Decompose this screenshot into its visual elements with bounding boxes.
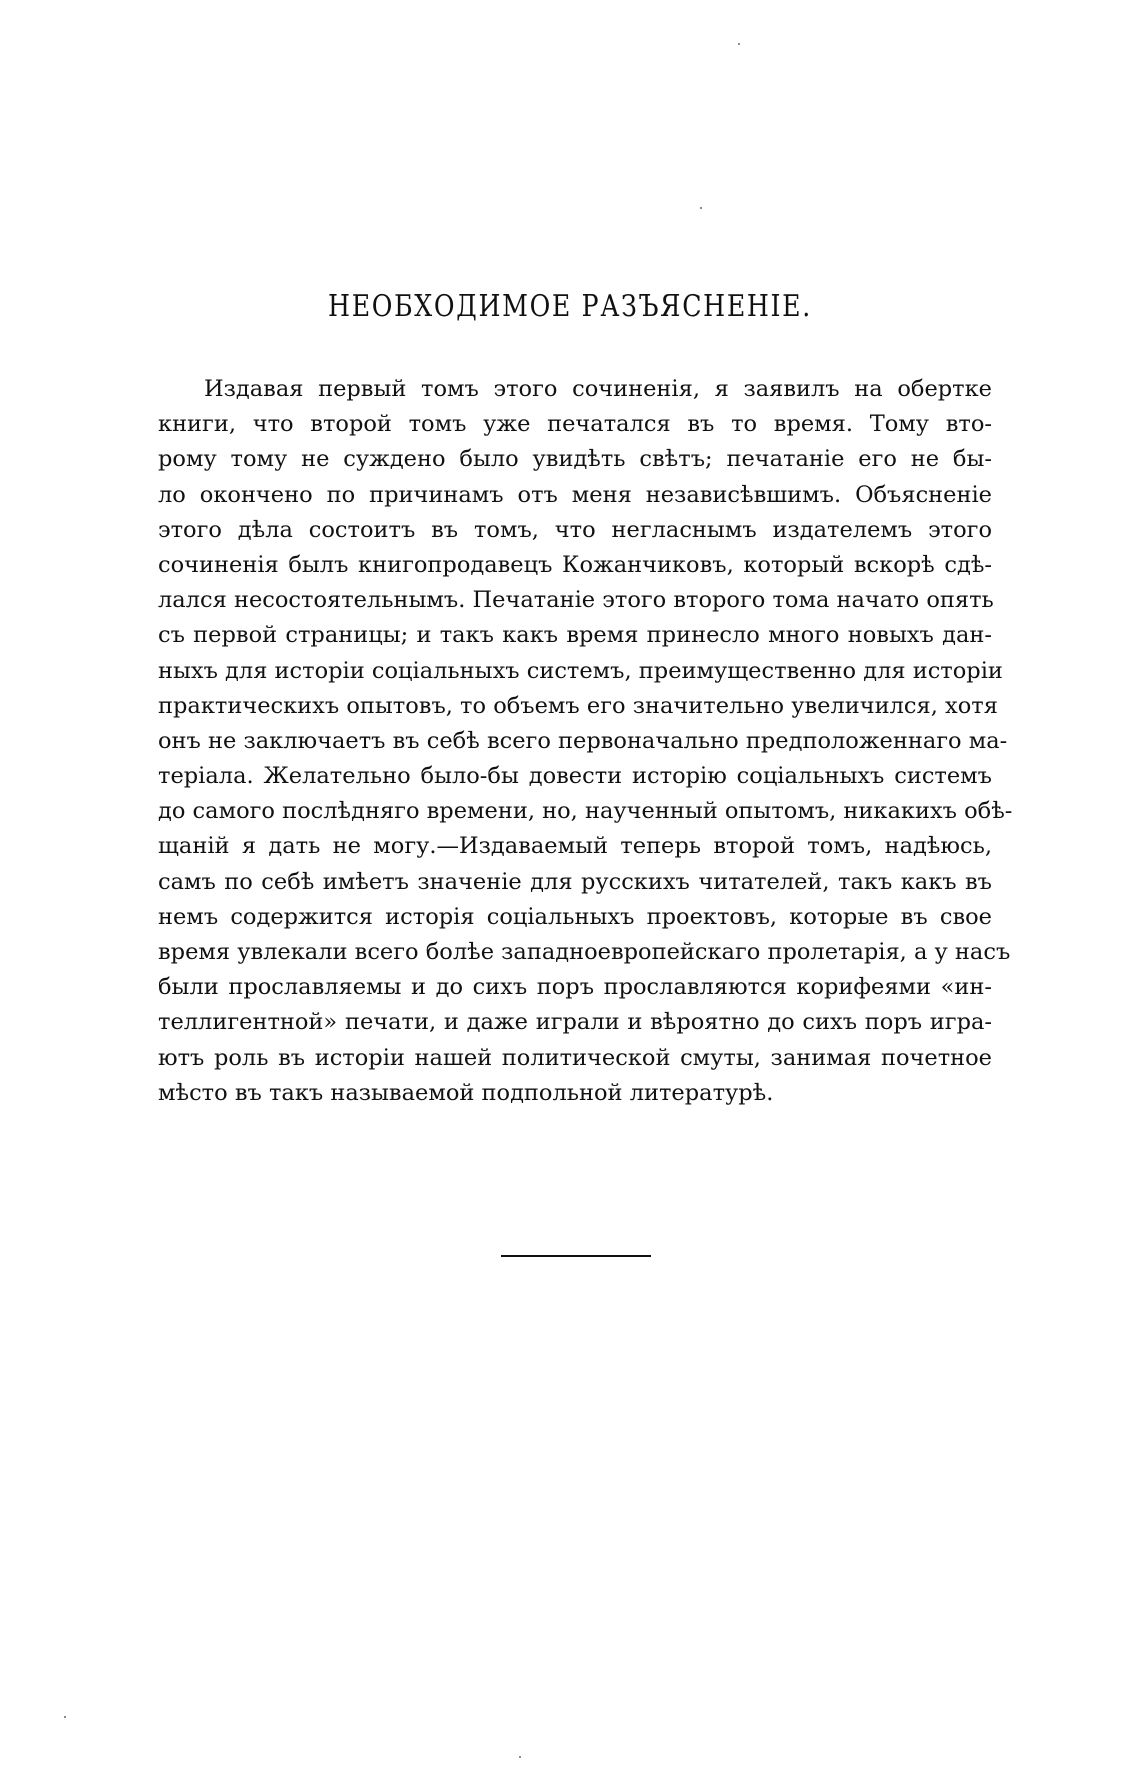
scan-speck [738,43,740,45]
text-line: самъ по себѣ имѣетъ значеніе для русскихъ читателей, такъ какъ въ [158,868,992,895]
text-line: щаній я дать не могу.—Издаваемый теперь второй томъ, надѣюсь, [158,833,992,860]
text-line: сочиненія былъ книгопродавецъ Кожанчиковъ, который вскорѣ сдѣ- [158,551,992,578]
text-line: немъ содержится исторія соціальныхъ проектовъ, которые въ свое [158,903,992,930]
text-line: время увлекали всего болѣе западноевропейскаго пролетарія, а у насъ [158,939,1011,965]
scan-speck [519,1756,521,1758]
text-line: этого дѣла состоитъ въ томъ, что негласнымъ издателемъ этого [158,516,992,543]
text-line: лался несостоятельнымъ. Печатаніе этого второго тома начато опять [158,587,994,614]
text-line: практическихъ опытовъ, то объемъ его значительно увеличился, хотя [158,692,998,719]
text-line: теллигентной» печати, и даже играли и вѣроятно до сихъ поръ игра- [158,1009,992,1036]
text-line: рому тому не суждено было увидѣть свѣтъ; печатаніе его не бы- [158,446,992,473]
text-line: онъ не заключаетъ въ себѣ всего первоначально предположеннаго ма- [158,727,1008,754]
text-line: до самого послѣдняго времени, но, наученный опытомъ, никакихъ обѣ- [158,798,1013,825]
text-line: книги, что второй томъ уже печатался въ то время. Тому вто- [158,411,992,438]
section-divider [501,1255,651,1257]
body-paragraph [158,372,1013,1111]
text-line: мѣсто въ такъ называемой подпольной литературѣ. [158,1079,774,1106]
text-line: съ первой страницы; и такъ какъ время принесло много новыхъ дан- [158,622,992,649]
text-line: ютъ роль въ исторіи нашей политической смуты, занимая почетное [158,1044,992,1071]
text-line: теріала. Желательно было-бы довести исторію соціальныхъ системъ [158,763,992,790]
text-line: Издавая первый томъ этого сочиненія, я заявилъ на обертке [204,376,992,402]
text-line: ныхъ для исторіи соціальныхъ системъ, преимущественно для исторіи [158,657,1003,684]
text-line: ло окончено по причинамъ отъ меня независѣвшимъ. Объясненіе [158,481,992,508]
page-title: НЕОБХОДИМОЕ РАЗЪЯСНЕНІЕ. [328,289,812,324]
text-line: были прославляемы и до сихъ поръ прославляются корифеями «ин- [158,974,992,1001]
scan-speck [64,1716,66,1718]
scan-speck [700,207,702,209]
